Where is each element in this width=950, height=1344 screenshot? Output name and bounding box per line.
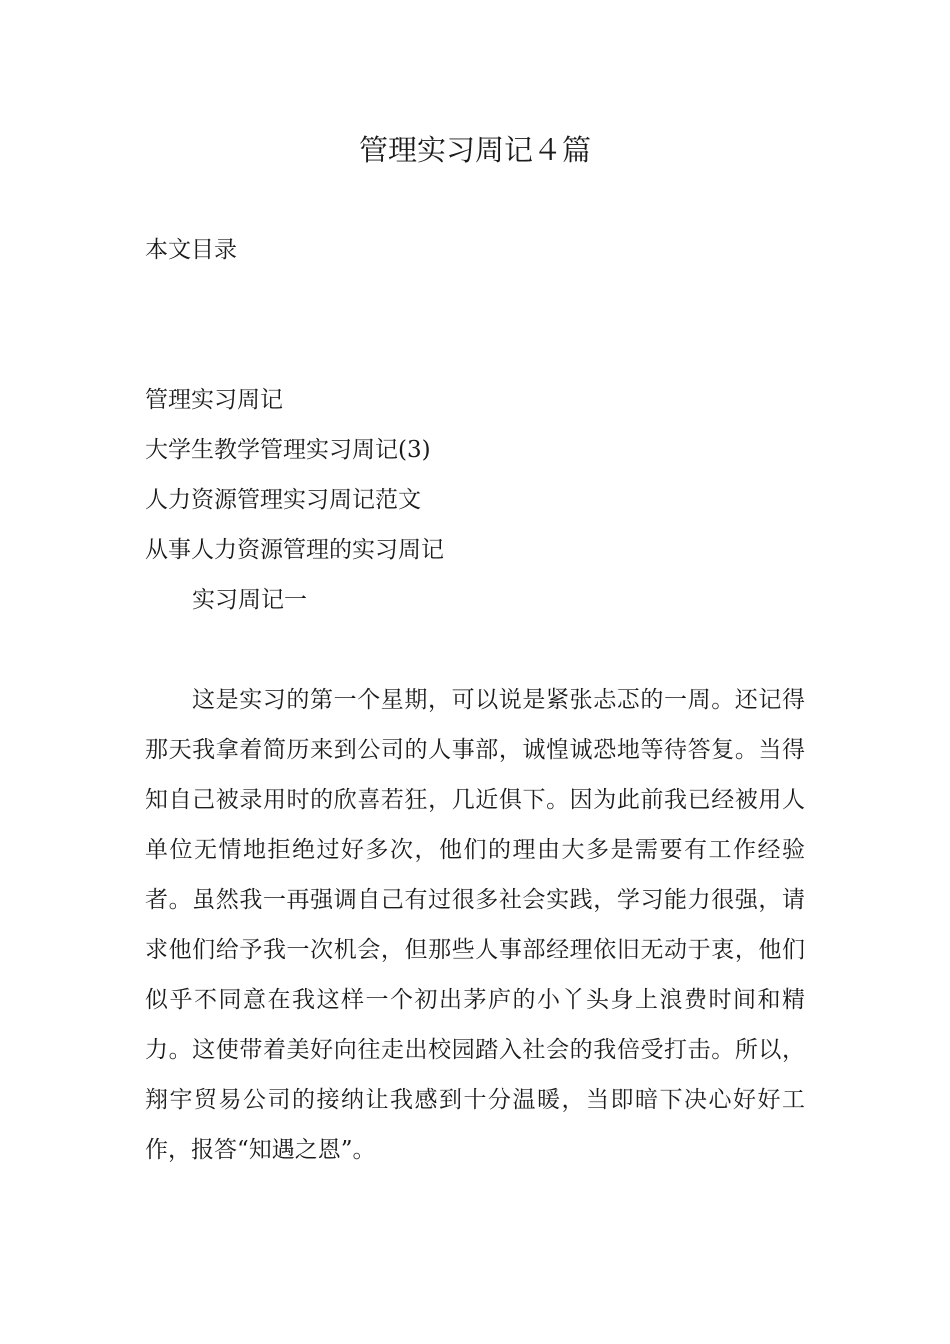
toc-item: 管理实习周记 [145,387,283,413]
section-heading: 实习周记一 [192,587,307,613]
toc-item: 大学生教学管理实习周记(3) [145,437,431,463]
body-paragraph: 这是实习的第一个星期，可以说是紧张忐忑的一周。还记得那天我拿着简历来到公司的人事部，诚惶诚恐地等待答复。当得知自己被录用时的欣喜若狂，几近俱下。因为此前我已经被用人单位无情地拒绝过好多次，他们的理由大多是需要有工作经验者。虽然我一再强调自己有过很多社会实践，学习能力很强，请求他们给予我一次机会，但那些人事部经理依旧无动于衷，他们似乎不同意在我这样一个初出茅庐的小丫头身上浪费时间和精力。这使带着美好向往走出校园踏入社会的我倍受打击。所以，翔宇贸易公司的接纳让我感到十分温暖，当即暗下决心好好工作，报答“知遇之恩”。 [145,687,805,1163]
toc-item: 从事人力资源管理的实习周记 [145,537,444,563]
toc-heading: 本文目录 [145,237,237,263]
toc-item: 人力资源管理实习周记范文 [145,487,421,513]
document-title: 管理实习周记４篇 [358,133,591,167]
table-of-contents [145,380,444,580]
